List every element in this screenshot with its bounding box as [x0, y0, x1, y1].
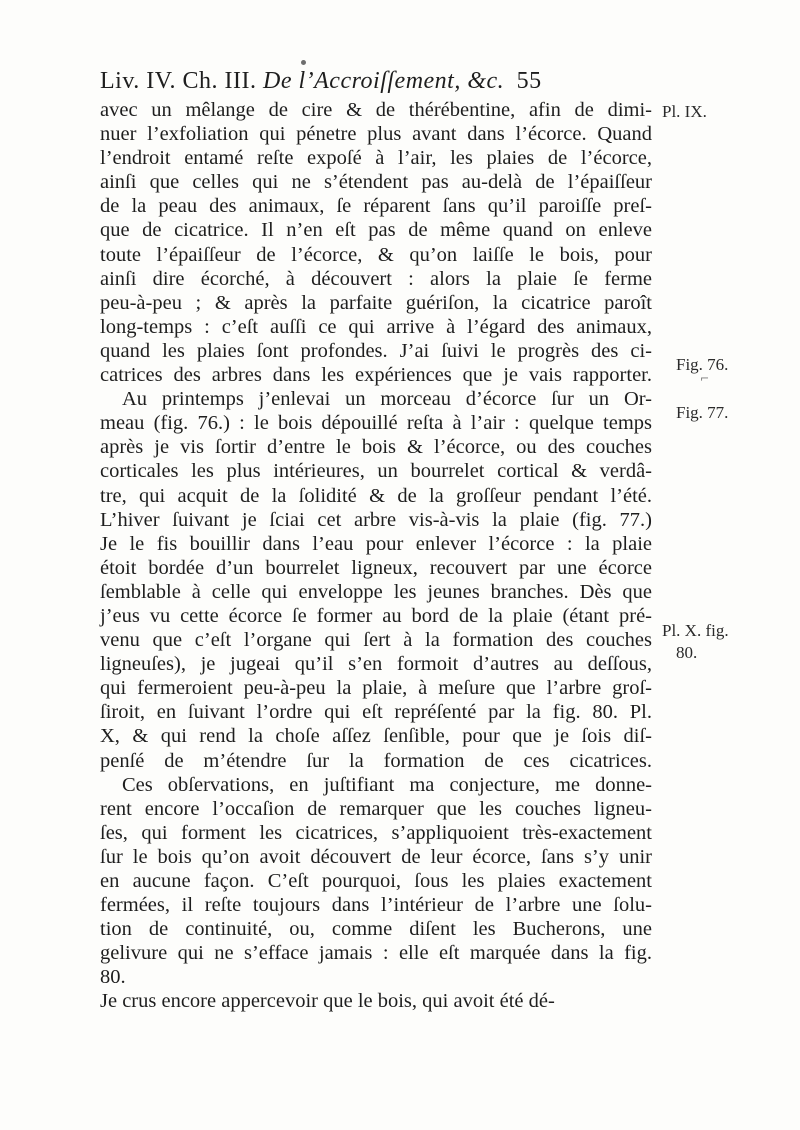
text-line: ſemblable à celle qui enveloppe les jeunes branches. Dès que	[100, 580, 652, 603]
text-line: l’endroit entamé reſte expoſé à l’air, les plaies de l’écorce,	[100, 147, 652, 170]
text-line: étoit bordée d’un bourrelet ligneux, recouvert par une écorce	[100, 556, 652, 579]
header-chapter: Liv. IV. Ch. III.	[100, 68, 257, 94]
text-line: avec un mêlange de cire & de thérébentine, afin de dimi-	[100, 99, 652, 121]
text-line: meau (fig. 76.) : le bois dépouillé reſta à l’air : quelque temps	[100, 412, 652, 435]
text-line: Je crus encore appercevoir que le bois, qui avoit été dé-	[100, 990, 555, 1013]
margin-note-plate-x-line1: Pl. X. fig.	[662, 621, 729, 640]
text-line: tre, qui acquit de la ſolidité & de la groſſeur pendant l’été.	[100, 484, 652, 507]
text-line: en aucune façon. C’eſt pourquoi, ſous les plaies exactement	[100, 870, 652, 892]
text-line: ſes, qui forment les cicatrices, s’appliquoient très-exactement	[100, 821, 652, 844]
page-body	[100, 98, 652, 1014]
margin-note-fig-77: Fig. 77.	[676, 403, 729, 422]
text-line: venu que c’eſt l’organe qui ſert à la formation des couches	[100, 629, 652, 652]
text-line: ſiroit, en ſuivant l’ordre qui eſt repréſenté par la fig. 80. Pl.	[100, 701, 652, 724]
text-line: Je le fis bouillir dans l’eau pour enlever l’écorce : la plaie	[100, 532, 652, 555]
text-line: après je vis ſortir d’entre le bois & l’écorce, ou des couches	[100, 436, 652, 459]
margin-note-plate-x	[662, 620, 729, 664]
text-line: ſur le bois qu’on avoit découvert de leur écorce, ſans s’y unir	[100, 845, 652, 868]
text-line: nuer l’exfoliation qui pénetre plus avant dans l’écorce. Quand	[100, 123, 652, 146]
text-line: X, & qui rend la choſe aſſez ſenſible, pour que je ſois diſ-	[100, 725, 652, 748]
text-line: j’eus vu cette écorce ſe former au bord de la plaie (étant pré-	[100, 604, 652, 627]
text-line: que de cicatrice. Il n’en eſt pas de même quand on enleve	[100, 219, 652, 242]
margin-note-fig-76: Fig. 76.	[676, 355, 729, 374]
text-line: ainſi que celles qui ne s’étendent pas au-delà de l’épaiſſeur	[100, 171, 652, 194]
text-line: tion de continuité, ou, comme diſent les Bucherons, une	[100, 918, 652, 941]
text-line: Ces obſervations, en juſtifiant ma conjecture, me donne-	[122, 773, 652, 796]
text-line: L’hiver ſuivant je ſciai cet arbre vis-à-vis la plaie (fig. 77.)	[100, 508, 652, 531]
page-number: 55	[516, 68, 542, 94]
header-title: De l’Accroiſſement, &c.	[262, 68, 505, 94]
text-line: long-temps : c’eſt auſſi ce qui arrive à l’égard des animaux,	[100, 315, 652, 338]
margin-note-plate-x-line2: 80.	[676, 643, 698, 662]
text-line: penſé de m’étendre ſur la formation de ces cicatrices.	[100, 749, 652, 772]
text-line: fermées, il reſte toujours dans l’intérieur de l’arbre une ſolu-	[100, 894, 652, 917]
text-line: catrices des arbres dans les expériences que je vais rapporter.	[100, 364, 652, 387]
text-line: ligneuſes), je jugeai qu’il s’en formoit d’autres au deſſous,	[100, 653, 652, 676]
margin-mark: ⌐	[700, 372, 710, 385]
running-header	[100, 68, 620, 95]
text-line: toute l’épaiſſeur de l’écorce, & qu’on laiſſe le bois, pour	[100, 243, 652, 266]
text-line: Au printemps j’enlevai un morceau d’écorce ſur un Or-	[122, 388, 652, 411]
text-line: de la peau des animaux, ſe réparent ſans qu’il paroiſſe preſ-	[100, 195, 652, 218]
text-line: peu-à-peu ; & après la parfaite guériſon, la cicatrice paroît	[100, 291, 652, 314]
text-line: corticales les plus intérieures, un bourrelet cortical & verdâ-	[100, 460, 652, 483]
text-line: rent encore l’occaſion de remarquer que les couches ligneu-	[100, 797, 652, 820]
margin-note-plate-ix: Pl. IX.	[662, 102, 707, 121]
ink-speck	[301, 60, 306, 65]
text-line: quand les plaies ſont profondes. J’ai ſuivi le progrès des ci-	[100, 339, 652, 362]
text-line: gelivure qui ne s’efface jamais : elle eſt marquée dans la fig.	[100, 942, 652, 965]
text-line: 80.	[100, 966, 126, 989]
text-line: ainſi dire écorché, à découvert : alors la plaie ſe ferme	[100, 267, 652, 290]
text-line: qui fermeroient peu-à-peu la plaie, à meſure que l’arbre groſ-	[100, 677, 652, 700]
